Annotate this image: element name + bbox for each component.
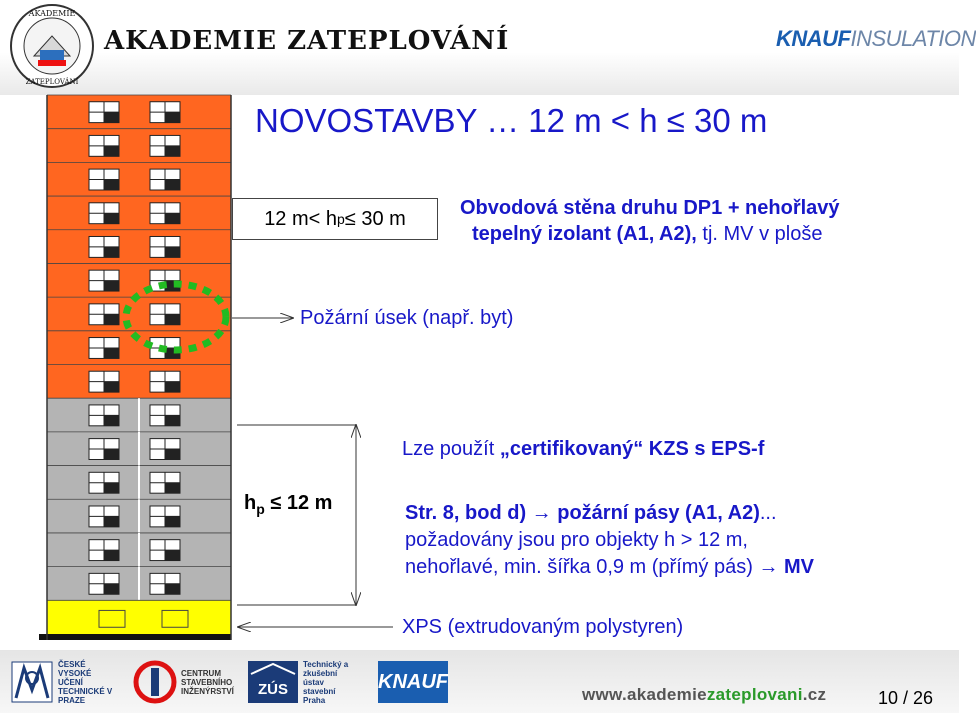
header-title: AKADEMIE ZATEPLOVÁNÍ xyxy=(104,26,510,56)
fire-strip-block xyxy=(405,500,814,581)
csi-emblem-icon xyxy=(133,660,177,704)
req-line: požadovány jsou pro objekty h > 12 m, xyxy=(405,529,748,551)
hp-sub: p xyxy=(256,501,265,517)
nehorl-line xyxy=(405,554,814,581)
url-mid: zateplovani xyxy=(706,685,803,704)
svg-text:ZÚS: ZÚS xyxy=(258,681,288,698)
height-box-pre: 12 m< h xyxy=(264,207,338,230)
tzus-emblem-icon xyxy=(247,660,299,704)
fire-section-label: Požární úsek (např. byt) xyxy=(300,307,514,329)
nehorl-line-a: nehořlavé, min. šířka 0,9 m (přímý pás) → xyxy=(405,556,785,578)
hp-pre: h xyxy=(244,492,257,514)
svg-text:ZATEPLOVÁNÍ: ZATEPLOVÁNÍ xyxy=(25,78,79,86)
tzus-logo xyxy=(247,659,357,705)
cvut-logo-text: ČESKÉ VYSOKÉ UČENÍ TECHNICKÉ V PRAZE xyxy=(58,659,113,705)
wall-line-2b: tj. MV v ploše xyxy=(702,223,823,245)
csi-logo xyxy=(133,659,233,705)
url-pre: www.akademie xyxy=(582,685,707,704)
knauf-logo-part: KNAUF xyxy=(776,26,851,51)
url-post: .cz xyxy=(802,685,827,704)
str-line-a: Str. 8, bod d) → požární pásy (A1, A2) xyxy=(405,502,760,524)
page-number: 10 / 26 xyxy=(878,688,934,708)
hp-post: ≤ 12 m xyxy=(264,492,333,514)
xps-label: XPS (extrudovaným polystyren) xyxy=(402,616,684,638)
wall-line-2 xyxy=(460,221,840,247)
cvut-emblem-icon xyxy=(10,660,54,704)
wall-line-2a: tepelný izolant (A1, A2), xyxy=(472,223,703,245)
slide-title: NOVOSTAVBY … 12 m < h ≤ 30 m xyxy=(255,102,768,139)
height-box-post: ≤ 30 m xyxy=(344,207,406,230)
cvut-logo xyxy=(10,659,118,705)
wall-description xyxy=(460,195,840,247)
tzus-logo-text: Technický a zkušební ústav stavební Praha xyxy=(303,659,349,705)
str-line xyxy=(405,500,814,527)
height-box-sub: p xyxy=(337,211,345,227)
csi-logo-text: CENTRUM STAVEBNÍHO INŽENÝRSTVÍ xyxy=(181,668,234,696)
insulation-logo-part: INSULATION xyxy=(850,26,976,51)
wall-line-1: Obvodová stěna druhu DP1 + nehořlavý xyxy=(460,197,840,219)
nehorl-line-b: MV xyxy=(784,556,815,578)
knauf-footer-text: KNAUF xyxy=(378,670,448,693)
str-line-b: ... xyxy=(759,502,777,524)
eps-line xyxy=(402,438,764,461)
height-range-box xyxy=(232,198,438,240)
svg-text:AKADEMIE: AKADEMIE xyxy=(28,9,76,18)
hp-label xyxy=(244,492,332,517)
eps-pre: Lze použít xyxy=(402,438,500,460)
eps-bold: „certifikovaný“ KZS s EPS-f xyxy=(499,438,765,460)
website-url xyxy=(582,685,826,705)
knauf-footer-logo xyxy=(378,661,448,703)
